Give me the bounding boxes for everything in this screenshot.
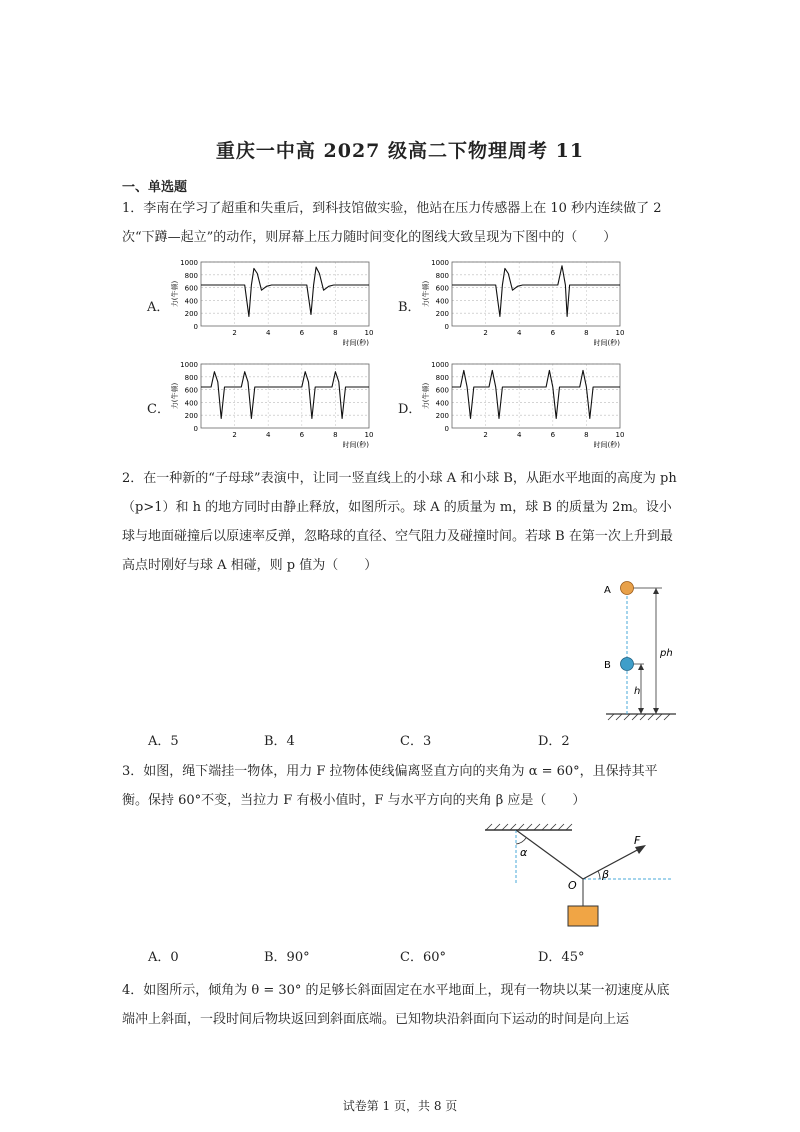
force-time-graph-a <box>165 256 385 348</box>
x-tick-label: 8 <box>333 329 338 337</box>
ball-drop-figure <box>596 574 686 722</box>
question-1-text: 1．李南在学习了超重和失重后，到科技馆做实验，他站在压力传感器上在 10 秒内连续做了 2 次“下蹲—起立”的动作，则屏幕上压力随时间变化的图线大致呈现为下图中的（ ） <box>122 201 662 245</box>
x-tick-label: 6 <box>299 431 305 439</box>
y-tick-label: 200 <box>435 412 449 421</box>
x-tick-label: 6 <box>550 329 556 337</box>
force-curve <box>452 370 620 418</box>
force-curve <box>201 372 369 419</box>
y-tick-label: 200 <box>184 412 198 421</box>
x-tick-label: 10 <box>615 431 625 439</box>
y-tick-label: 1000 <box>431 259 449 267</box>
y-axis-label: 力(牛顿) <box>171 382 179 410</box>
y-axis-label: 力(牛顿) <box>422 280 430 308</box>
q2-option-c: C．3 <box>400 734 432 749</box>
question-2-text: 2．在一种新的“子母球”表演中，让同一竖直线上的小球 A 和小球 B，从距水平地面的高度为 ph（p>1）和 h 的地方同时由静止释放，如图所示。球 A 的质量为 m，球 B 的质量为 2m。设小球与地面碰撞后以原速率反弹，忽略球的直径、空气阻力及碰撞时间。若球 B 在第一次上升到最高点时刚好与球 A 相碰，则 p 值为（ ） <box>122 471 677 573</box>
y-tick-label: 0 <box>444 323 449 331</box>
x-tick-label: 4 <box>265 329 271 337</box>
x-tick-label: 6 <box>299 329 305 337</box>
x-tick-label: 2 <box>232 431 237 439</box>
force-time-graph-d <box>416 358 636 450</box>
y-tick-label: 400 <box>184 297 198 306</box>
x-tick-label: 2 <box>483 431 488 439</box>
ball-b-label: B <box>604 660 611 671</box>
ground-hatch <box>608 714 670 720</box>
x-tick-label: 4 <box>516 431 522 439</box>
y-tick-label: 600 <box>435 284 449 293</box>
alpha-label: α <box>520 846 528 859</box>
plot-frame <box>452 262 620 326</box>
ceiling-hatch <box>486 824 572 830</box>
y-axis-label: 力(牛顿) <box>171 280 179 308</box>
y-tick-label: 200 <box>435 310 449 319</box>
force-arrow <box>583 848 641 879</box>
x-tick-label: 6 <box>550 431 556 439</box>
x-tick-label: 4 <box>265 431 271 439</box>
y-tick-label: 600 <box>184 284 198 293</box>
y-tick-label: 800 <box>435 271 449 280</box>
y-tick-label: 0 <box>444 425 449 433</box>
page-title: 重庆一中高 2027 级高二下物理周考 11 <box>215 140 585 162</box>
ball-b <box>621 658 634 671</box>
y-tick-label: 200 <box>184 310 198 319</box>
q2-option-b: B．4 <box>264 734 295 749</box>
ball-a-label: A <box>604 585 611 596</box>
option-d-label: D． <box>398 402 422 417</box>
q2-option-a: A．5 <box>148 734 179 749</box>
y-tick-label: 1000 <box>431 361 449 369</box>
y-tick-label: 400 <box>184 399 198 408</box>
x-tick-label: 10 <box>364 329 374 337</box>
plot-frame <box>201 262 369 326</box>
y-tick-label: 1000 <box>180 259 198 267</box>
force-curve <box>452 266 620 317</box>
y-tick-label: 800 <box>184 373 198 382</box>
x-tick-label: 2 <box>232 329 237 337</box>
point-o-label: O <box>568 879 577 892</box>
y-tick-label: 400 <box>435 399 449 408</box>
page-footer: 试卷第 1 页，共 8 页 <box>342 1099 458 1113</box>
x-axis-label: 时间(秒) <box>593 441 620 449</box>
y-axis-label: 力(牛顿) <box>422 382 430 410</box>
option-b-label: B． <box>398 300 421 315</box>
y-tick-label: 0 <box>193 425 198 433</box>
force-time-graph-b <box>416 256 636 348</box>
beta-label: β <box>602 868 610 881</box>
y-tick-label: 800 <box>184 271 198 280</box>
h-label: h <box>634 686 641 697</box>
y-tick-label: 800 <box>435 373 449 382</box>
x-axis-label: 时间(秒) <box>593 339 620 347</box>
x-tick-label: 8 <box>584 431 589 439</box>
question-4-text: 4．如图所示，倾角为 θ = 30° 的足够长斜面固定在水平地面上，现有一物块以某一初速度从底端冲上斜面，一段时间后物块返回到斜面底端。已知物块沿斜面向下运动的时间是向上运 <box>122 983 670 1027</box>
ball-a <box>621 582 634 595</box>
q3-option-d: D．45° <box>538 950 585 965</box>
x-tick-label: 8 <box>333 431 338 439</box>
rope-force-figure <box>480 822 680 932</box>
y-tick-label: 400 <box>435 297 449 306</box>
x-tick-label: 10 <box>615 329 625 337</box>
x-tick-label: 10 <box>364 431 374 439</box>
force-curve <box>201 267 369 316</box>
x-tick-label: 4 <box>516 329 522 337</box>
q3-option-b: B．90° <box>264 950 310 965</box>
option-a-label: A． <box>147 300 170 315</box>
y-tick-label: 600 <box>435 386 449 395</box>
hanging-block <box>568 906 598 926</box>
section-heading: 一、单选题 <box>122 180 188 195</box>
force-time-graph-c <box>165 358 385 450</box>
plot-frame <box>201 364 369 428</box>
force-label: F <box>634 834 641 847</box>
y-tick-label: 600 <box>184 386 198 395</box>
x-tick-label: 2 <box>483 329 488 337</box>
question-3-text: 3．如图，绳下端挂一物体，用力 F 拉物体使线偏离竖直方向的夹角为 α = 60°，且保持其平衡。保持 60°不变，当拉力 F 有极小值时，F 与水平方向的夹角 β 应是（ ） <box>122 764 658 808</box>
ph-label: ph <box>660 648 673 659</box>
x-axis-label: 时间(秒) <box>342 441 369 449</box>
q3-option-a: A．0 <box>148 950 179 965</box>
x-tick-label: 8 <box>584 329 589 337</box>
y-tick-label: 1000 <box>180 361 198 369</box>
option-c-label: C． <box>147 402 170 417</box>
y-tick-label: 0 <box>193 323 198 331</box>
x-axis-label: 时间(秒) <box>342 339 369 347</box>
plot-frame <box>452 364 620 428</box>
q3-option-c: C．60° <box>400 950 446 965</box>
q2-option-d: D．2 <box>538 734 570 749</box>
